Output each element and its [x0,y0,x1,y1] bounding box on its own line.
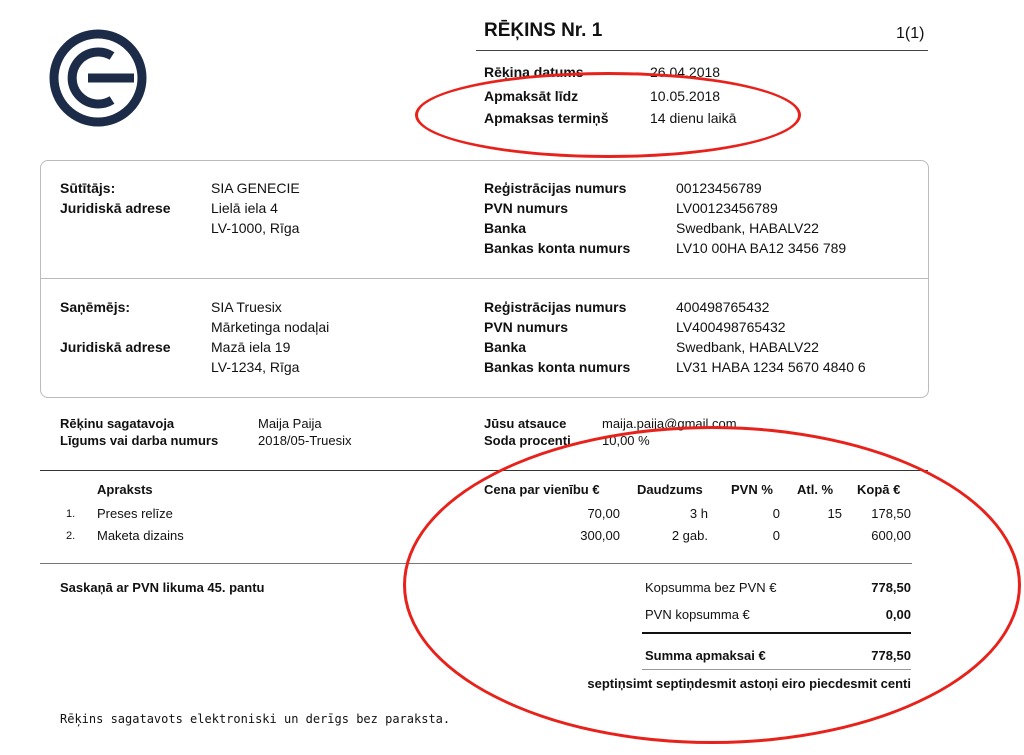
sender-bank-label: Banka [484,220,527,236]
receiver-bank-label: Banka [484,339,527,355]
col-header-discount: Atl. % [797,482,834,497]
sender-bank-value: Swedbank, HABALV22 [676,220,819,236]
sender-reg-label: Reģistrācijas numurs [484,180,627,196]
sender-address-line2: LV-1000, Rīga [211,220,300,236]
items-top-divider [40,470,928,471]
row-2-description: Maketa dizains [97,528,184,543]
receiver-bank-value: Swedbank, HABALV22 [676,339,819,355]
vat-law-note: Saskaņā ar PVN likuma 45. pantu [60,580,265,595]
contract-value: 2018/05-Truesix [258,433,352,448]
meta-payment-term: Apmaksas termiņš 14 dienu laikā [484,110,737,126]
sender-vat-label: PVN numurs [484,200,569,216]
col-header-vat: PVN % [731,482,773,497]
row-1-index: 1. [66,508,76,520]
receiver-department: Mārketinga nodaļai [211,319,330,335]
row-1-vat: 0 [772,506,780,521]
row-1-discount: 15 [827,506,842,521]
vat-total-label: PVN kopsumma € [645,607,750,622]
reference-label: Jūsu atsauce [484,416,567,431]
receiver-vat-label: PVN numurs [484,319,569,335]
col-header-description: Apraksts [97,482,153,497]
page-number: 1(1) [896,25,925,42]
row-2-index: 2. [66,530,76,542]
vat-total-value: 0,00 [885,607,911,622]
meta-invoice-date: Rēķina datums 26.04.2018 [484,64,721,80]
row-1-unit-price: 70,00 [587,506,620,521]
invoice-title: RĒĶINS Nr. 1 [484,20,603,41]
penalty-value: 10,00 % [602,433,650,448]
reference-value: maija.paija@gmail.com [602,416,737,431]
col-header-total: Kopā € [857,482,901,497]
penalty-label: Soda procenti [484,433,571,448]
total-divider [642,632,911,634]
contract-label: Līgums vai darba numurs [60,433,219,448]
subtotal-label: Kopsumma bez PVN € [645,580,777,595]
receiver-vat-value: LV400498765432 [676,319,786,335]
sender-account-value: LV10 00HA BA12 3456 789 [676,240,847,256]
prepared-by-label: Rēķinu sagatavoja [60,416,175,431]
row-1-quantity: 3 h [689,506,708,521]
sender-name: SIA GENECIE [211,180,300,196]
col-header-unit-price: Cena par vienību € [484,482,600,497]
receiver-address-label: Juridiskā adrese [60,339,171,355]
sender-reg-value: 00123456789 [676,180,762,196]
row-2-vat: 0 [772,528,780,543]
meta-due-date: Apmaksāt līdz 10.05.2018 [484,88,721,104]
receiver-reg-value: 400498765432 [676,299,770,315]
amount-in-words: septiņsimt septiņdesmit astoņi eiro piecdesmit centi [587,676,911,691]
receiver-account-value: LV31 HABA 1234 5670 4840 6 [676,359,866,375]
receiver-reg-label: Reģistrācijas numurs [484,299,627,315]
sender-account-label: Bankas konta numurs [484,240,631,256]
col-header-quantity: Daudzums [637,482,703,497]
row-1-total: 178,50 [871,506,911,521]
receiver-name: SIA Truesix [211,299,282,315]
footer-note: Rēķins sagatavots elektroniski un derīgs bez paraksta. [60,712,451,726]
receiver-account-label: Bankas konta numurs [484,359,631,375]
sender-vat-value: LV00123456789 [676,200,778,216]
amount-due-label: Summa apmaksai € [645,648,766,663]
company-logo [46,26,150,130]
receiver-address-line2: LV-1234, Rīga [211,359,300,375]
title-divider [476,50,928,51]
row-1-description: Preses relīze [97,506,173,521]
receiver-address-line1: Mazā iela 19 [211,339,291,355]
row-2-total: 600,00 [871,528,911,543]
row-2-quantity: 2 gab. [671,528,708,543]
sender-address-label: Juridiskā adrese [60,200,171,216]
sender-address-line1: Lielā iela 4 [211,200,278,216]
sender-label: Sūtītājs: [60,180,116,196]
amount-due-underline [642,669,911,670]
items-bottom-divider [40,563,912,564]
parties-divider [40,278,929,279]
prepared-by-value: Maija Paija [258,416,322,431]
amount-due-value: 778,50 [871,648,911,663]
row-2-unit-price: 300,00 [580,528,620,543]
subtotal-value: 778,50 [871,580,911,595]
receiver-label: Saņēmējs: [60,299,131,315]
